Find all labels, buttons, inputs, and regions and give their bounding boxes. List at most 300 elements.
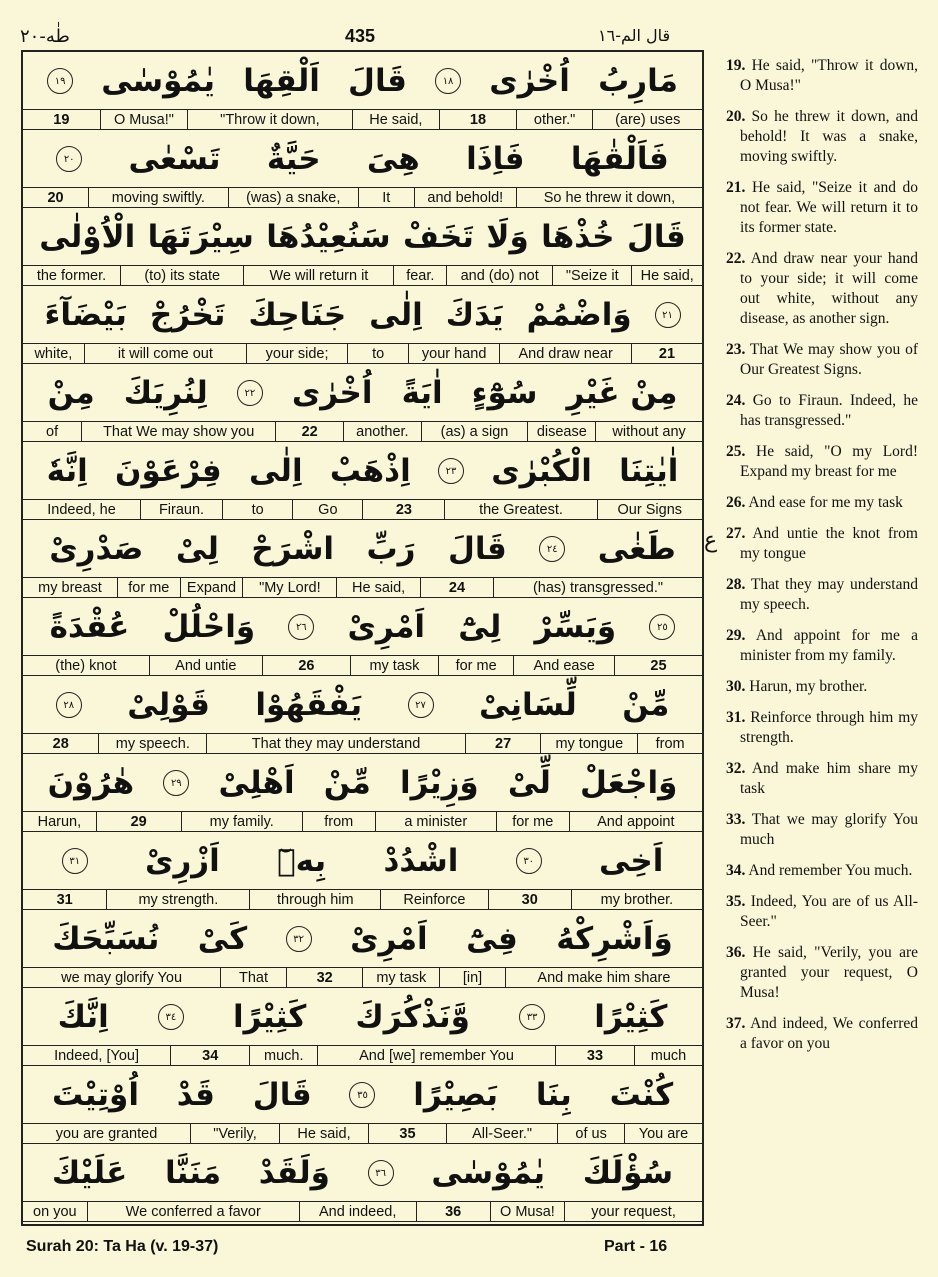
gloss-cell: "Seize it	[552, 266, 631, 285]
english-gloss-line	[23, 1123, 702, 1143]
arabic-word: اشْدُدْ	[383, 843, 459, 879]
arabic-word: تَخْرُجْ	[149, 297, 226, 333]
translation-verse-number: 29.	[726, 627, 746, 644]
arabic-word: بَيْضَآءَ	[44, 297, 127, 333]
gloss-cell: (the) knot	[55, 657, 117, 674]
translation-verse-number: 31.	[726, 709, 746, 726]
arabic-word: كَىْ	[197, 921, 248, 957]
arabic-line	[23, 1144, 702, 1202]
arabic-word: لِّىْ	[507, 765, 551, 801]
arabic-word: وَاَشْرِكْهُ	[556, 921, 673, 957]
ayah-number-marker: ٢٦	[288, 614, 314, 640]
translation-verse-number: 21.	[726, 179, 746, 196]
gloss-cell: He said,	[279, 1124, 368, 1143]
arabic-word: عَلَيْكَ	[51, 1155, 128, 1191]
arabic-line	[23, 364, 702, 422]
translation-verse-number: 36.	[726, 944, 746, 961]
gloss-cell: fear.	[393, 266, 446, 285]
ayah-number-marker: ٣٠	[516, 848, 542, 874]
translation-verse	[726, 178, 918, 238]
translation-verse-number: 26.	[726, 494, 746, 511]
gloss-cell: it will come out	[84, 344, 246, 363]
gloss-cell: and (do) not	[446, 266, 552, 285]
english-gloss-line	[23, 343, 702, 363]
translation-verse-number: 30.	[726, 678, 746, 695]
gloss-cell: Reinforce	[380, 890, 487, 909]
translation-verse-number: 32.	[726, 760, 746, 777]
ayah-number-marker: ٢٨	[56, 692, 82, 718]
arabic-word: عُقْدَةً	[49, 609, 130, 645]
arabic-word: كَثِيْرًا	[594, 999, 668, 1035]
verse-row	[23, 1144, 702, 1222]
gloss-cell: of	[46, 423, 59, 440]
gloss-cell: a minister	[375, 812, 496, 831]
translation-verse	[726, 626, 918, 666]
arabic-line	[23, 52, 702, 110]
english-gloss-line	[23, 187, 702, 207]
gloss-verse-number: 20	[47, 189, 64, 206]
arabic-word: بِهٖٓ	[277, 843, 327, 879]
gloss-cell: Indeed, [You]	[54, 1047, 140, 1064]
verse-row	[23, 598, 702, 676]
ayah-number-marker: ٢٧	[408, 692, 434, 718]
arabic-word: وَاحْلُلْ	[162, 609, 256, 645]
ruku-marker: ع	[704, 528, 718, 553]
gloss-cell: Indeed, he	[47, 501, 116, 518]
gloss-cell: my family.	[181, 812, 302, 831]
gloss-cell: You are	[624, 1124, 702, 1143]
arabic-line	[23, 442, 702, 500]
gloss-cell: disease	[527, 422, 595, 441]
verse-row	[23, 832, 702, 910]
arabic-word: تَسْعٰى	[128, 141, 221, 177]
gloss-cell: to	[222, 500, 292, 519]
translation-verse-text: And indeed, We conferred a favor on you	[740, 1015, 918, 1052]
arabic-word: لِنُرِيَكَ	[123, 375, 208, 411]
translation-verse	[726, 493, 918, 513]
translation-verse-text: Harun, my brother.	[749, 678, 868, 695]
translation-verse	[726, 442, 918, 482]
word-by-word-grid	[21, 50, 704, 1226]
gloss-verse-number: 21	[631, 344, 702, 363]
arabic-word: اَمْرِىْ	[350, 921, 428, 957]
arabic-line	[23, 520, 702, 578]
gloss-cell: We will return it	[243, 266, 393, 285]
translation-verse-text: That we may glorify You much	[740, 811, 918, 848]
english-gloss-line	[23, 889, 702, 909]
gloss-cell: And ease	[513, 656, 614, 675]
gloss-verse-number: 22	[275, 422, 343, 441]
gloss-cell: and behold!	[414, 188, 516, 207]
english-gloss-line	[23, 811, 702, 831]
gloss-cell: Go	[292, 500, 362, 519]
translation-verse-text: And untie the knot from my tongue	[740, 525, 918, 562]
ayah-number-marker: ٢٣	[438, 458, 464, 484]
translation-verse	[726, 249, 918, 329]
translation-verse	[726, 892, 918, 932]
arabic-word: اَزْرِىْ	[145, 843, 220, 879]
gloss-verse-number: 29	[96, 812, 181, 831]
ayah-number-marker: ٣٦	[368, 1160, 394, 1186]
gloss-cell: That	[220, 968, 286, 987]
arabic-word: كُنْتَ	[609, 1077, 674, 1113]
gloss-cell: on you	[33, 1203, 77, 1220]
gloss-verse-number: 35	[368, 1124, 446, 1143]
arabic-word: اُخْرٰى	[489, 63, 570, 99]
arabic-word: يَدَكَ	[445, 297, 504, 333]
footer-part: Part - 16	[604, 1238, 668, 1255]
gloss-verse-number: 25	[614, 656, 702, 675]
verse-row	[23, 910, 702, 988]
arabic-word: اَهْلِىْ	[218, 765, 295, 801]
translation-verse-number: 37.	[726, 1015, 746, 1032]
arabic-word: فِىْٓ	[466, 921, 518, 957]
gloss-cell: the Greatest.	[444, 500, 596, 519]
arabic-word: سِيْرَتَهَا	[147, 219, 254, 255]
arabic-word: قَالَ	[626, 219, 686, 255]
ayah-number-marker: ٣٥	[349, 1082, 375, 1108]
translation-verse-number: 33.	[726, 811, 746, 828]
arabic-word: اٰيَةً	[401, 375, 443, 411]
ayah-number-marker: ٣١	[62, 848, 88, 874]
translation-verse	[726, 575, 918, 615]
arabic-line	[23, 130, 702, 188]
gloss-cell: (are) uses	[592, 110, 702, 129]
translation-verse-text: He said, "O my Lord! Expand my breast for me	[740, 443, 918, 480]
gloss-cell: of us	[557, 1124, 624, 1143]
translation-verse-text: And make him share my task	[740, 760, 918, 797]
gloss-cell: "My Lord!	[242, 578, 336, 597]
arabic-line	[23, 988, 702, 1046]
arabic-word: اِنَّهٗ	[46, 453, 88, 489]
arabic-word: هٰرُوْنَ	[47, 765, 135, 801]
arabic-line	[23, 910, 702, 968]
arabic-word: مَنَنَّا	[164, 1155, 222, 1191]
gloss-cell: my tongue	[540, 734, 637, 753]
arabic-word: سُوْٓءٍ	[471, 375, 538, 411]
gloss-cell: white,	[34, 345, 73, 362]
arabic-word: وَلَا	[486, 219, 529, 255]
arabic-word: اِلٰى	[369, 297, 423, 333]
arabic-line	[23, 286, 702, 344]
translation-verse-number: 27.	[726, 525, 746, 542]
gloss-cell: And [we] remember You	[317, 1046, 555, 1065]
translation-verse-text: Indeed, You are of us All-Seer."	[740, 893, 919, 930]
arabic-word: كَثِيْرًا	[233, 999, 307, 1035]
translation-verse	[726, 340, 918, 380]
arabic-line	[23, 754, 702, 812]
gloss-cell: So he threw it down,	[516, 188, 702, 207]
gloss-cell: from	[637, 734, 702, 753]
gloss-cell: the former.	[36, 267, 107, 284]
gloss-cell: my task	[350, 656, 438, 675]
footer-surah: Surah 20: Ta Ha (v. 19-37)	[26, 1238, 219, 1255]
gloss-cell: And indeed,	[299, 1202, 416, 1221]
arabic-word: قَالَ	[252, 1077, 312, 1113]
arabic-word: اِلٰى	[248, 453, 303, 489]
verse-row	[23, 676, 702, 754]
gloss-cell: my breast	[38, 579, 102, 596]
ayah-number-marker: ٣٢	[286, 926, 312, 952]
ayah-number-marker: ٢٠	[56, 146, 82, 172]
gloss-cell: from	[302, 812, 375, 831]
arabic-word: الْاُوْلٰى	[39, 219, 136, 255]
gloss-cell: for me	[117, 578, 180, 597]
gloss-cell: your hand	[408, 344, 499, 363]
gloss-cell: my brother.	[571, 890, 702, 909]
translation-verse-text: Reinforce through him my strength.	[740, 709, 918, 746]
arabic-word: تَخَفْ	[403, 219, 474, 255]
arabic-word: قَالَ	[348, 63, 407, 99]
verse-row	[23, 1066, 702, 1144]
english-gloss-line	[23, 577, 702, 597]
arabic-word: رَبِّ	[366, 531, 416, 567]
verse-row	[23, 520, 702, 598]
gloss-cell: (as) a sign	[421, 422, 528, 441]
arabic-word: مِنْ	[47, 375, 95, 411]
arabic-word: الْكُبْرٰى	[491, 453, 592, 489]
arabic-word: وَلَقَدْ	[258, 1155, 330, 1191]
translation-verse-text: And appoint for me a minister from my family.	[740, 627, 918, 664]
gloss-cell: That We may show you	[81, 422, 275, 441]
arabic-line	[23, 676, 702, 734]
gloss-verse-number: 36	[416, 1202, 490, 1221]
gloss-cell: other."	[516, 110, 593, 129]
arabic-word: سَنُعِيْدُهَا	[266, 219, 391, 255]
gloss-cell: (was) a snake,	[228, 188, 358, 207]
gloss-cell: And untie	[149, 656, 262, 675]
gloss-verse-number: 24	[420, 578, 493, 597]
ayah-number-marker: ١٩	[47, 68, 73, 94]
translation-verse-number: 28.	[726, 576, 746, 593]
ayah-number-marker: ٣٣	[519, 1004, 545, 1030]
header-juz-arabic: قال الم-١٦	[598, 26, 671, 45]
gloss-cell: another.	[343, 422, 421, 441]
translation-verse-text: That We may show you of Our Greatest Signs.	[740, 341, 918, 378]
arabic-word: اُوْتِيْتَ	[51, 1077, 139, 1113]
verse-row	[23, 286, 702, 364]
translation-verse	[726, 708, 918, 748]
translation-verse-text: He said, "Verily, you are granted your request, O Musa!	[740, 944, 918, 1001]
gloss-cell: my task	[362, 968, 439, 987]
gloss-verse-number: 31	[56, 891, 73, 908]
gloss-cell: He said,	[631, 266, 702, 285]
translation-verse	[726, 861, 918, 881]
ayah-number-marker: ٢٩	[163, 770, 189, 796]
gloss-verse-number: 26	[262, 656, 350, 675]
translation-verse-number: 23.	[726, 341, 746, 358]
gloss-verse-number: 34	[170, 1046, 249, 1065]
gloss-cell: We conferred a favor	[87, 1202, 299, 1221]
arabic-word: يٰمُوْسٰى	[101, 63, 216, 99]
english-gloss-line	[23, 1045, 702, 1065]
ayah-number-marker: ١٨	[435, 68, 461, 94]
english-gloss-line	[23, 655, 702, 675]
gloss-cell: Firaun.	[140, 500, 222, 519]
arabic-word: بَصِيْرًا	[413, 1077, 499, 1113]
gloss-cell: O Musa!"	[100, 110, 188, 129]
translation-verse	[726, 759, 918, 799]
arabic-word: جَنَاحِكَ	[248, 297, 347, 333]
gloss-cell: for me	[438, 656, 513, 675]
gloss-cell: through him	[249, 890, 380, 909]
gloss-cell: for me	[496, 812, 569, 831]
arabic-word: بِنَا	[535, 1077, 572, 1113]
gloss-verse-number: 30	[488, 890, 571, 909]
arabic-word: حَيَّةٌ	[266, 141, 321, 177]
gloss-cell: (has) transgressed."	[493, 578, 702, 597]
english-gloss-line	[23, 1201, 702, 1221]
arabic-word: اٰيٰتِنَا	[619, 453, 679, 489]
arabic-line	[23, 1066, 702, 1124]
arabic-word: خُذْهَا	[541, 219, 615, 255]
gloss-cell: "Verily,	[190, 1124, 279, 1143]
arabic-word: مِنْ غَيْرِ	[566, 375, 678, 411]
verse-row	[23, 208, 702, 286]
arabic-word: يٰمُوْسٰى	[431, 1155, 546, 1191]
gloss-cell: He said,	[336, 578, 420, 597]
arabic-line	[23, 832, 702, 890]
gloss-cell: "Throw it down,	[187, 110, 351, 129]
translation-verse	[726, 524, 918, 564]
arabic-word: وَاضْمُمْ	[526, 297, 632, 333]
gloss-cell: to	[347, 344, 408, 363]
gloss-cell: your side;	[246, 344, 347, 363]
gloss-cell: He said,	[352, 110, 440, 129]
gloss-verse-number: 28	[52, 735, 69, 752]
english-gloss-line	[23, 109, 702, 129]
translation-verse-number: 19.	[726, 57, 746, 74]
ayah-number-marker: ٢١	[655, 302, 681, 328]
arabic-word: لِّسَانِىْ	[478, 687, 577, 723]
translation-verse-text: That they may understand my speech.	[740, 576, 918, 613]
gloss-verse-number: 19	[53, 111, 70, 128]
verse-row	[23, 130, 702, 208]
translation-verse-text: And remember You much.	[748, 862, 913, 879]
gloss-cell: much.	[249, 1046, 317, 1065]
gloss-cell: moving swiftly.	[88, 188, 228, 207]
arabic-word: فَاَلْقٰهَا	[570, 141, 669, 177]
translation-verse-text: And draw near your hand to your side; it will come out white, without any disease, as another sign.	[740, 250, 918, 327]
translation-verse	[726, 56, 918, 96]
arabic-word: اشْرَحْ	[251, 531, 335, 567]
translation-verse-number: 34.	[726, 862, 746, 879]
translation-verse	[726, 810, 918, 850]
gloss-cell: my speech.	[98, 734, 206, 753]
gloss-cell: we may glorify You	[61, 969, 183, 986]
ayah-number-marker: ٣٤	[158, 1004, 184, 1030]
arabic-word: طَغٰى	[597, 531, 676, 567]
translation-column	[726, 56, 918, 1065]
gloss-verse-number: 27	[465, 734, 540, 753]
arabic-word: وَيَسِّرْ	[534, 609, 617, 645]
arabic-word: مِّنْ	[622, 687, 670, 723]
arabic-word: مِّنْ	[323, 765, 371, 801]
gloss-cell: It	[358, 188, 414, 207]
ayah-number-marker: ٢٥	[649, 614, 675, 640]
gloss-cell: And make him share	[505, 968, 702, 987]
arabic-word: مَارِبُ	[598, 63, 678, 99]
english-gloss-line	[23, 421, 702, 441]
gloss-cell: Harun,	[37, 813, 82, 830]
gloss-cell: That they may understand	[206, 734, 465, 753]
english-gloss-line	[23, 967, 702, 987]
translation-verse-text: And ease for me my task	[748, 494, 903, 511]
header-surah-arabic: طٰه-٢٠	[20, 26, 70, 47]
arabic-word: اَمْرِىْ	[347, 609, 426, 645]
arabic-line	[23, 598, 702, 656]
english-gloss-line	[23, 733, 702, 753]
translation-verse-text: Go to Firaun. Indeed, he has transgressed."	[740, 392, 918, 429]
arabic-word: اَلْقِهَا	[243, 63, 320, 99]
translation-verse	[726, 677, 918, 697]
arabic-word: اِنَّكَ	[57, 999, 109, 1035]
translation-verse-number: 24.	[726, 392, 746, 409]
arabic-word: اِذْهَبْ	[329, 453, 411, 489]
arabic-word: فَاِذَا	[466, 141, 525, 177]
gloss-cell: (to) its state	[120, 266, 243, 285]
translation-verse-text: He said, "Throw it down, O Musa!"	[740, 57, 919, 94]
arabic-word: فِرْعَوْنَ	[115, 453, 222, 489]
ayah-number-marker: ٢٢	[237, 380, 263, 406]
arabic-word: اَخِى	[599, 843, 664, 879]
arabic-line	[23, 208, 702, 266]
arabic-word: سُؤْلَكَ	[582, 1155, 674, 1191]
translation-verse-text: He said, "Seize it and do not fear. We will return it to its former state.	[740, 179, 918, 236]
translation-verse	[726, 391, 918, 431]
gloss-cell: All-Seer."	[446, 1124, 557, 1143]
arabic-word: هِىَ	[366, 141, 420, 177]
gloss-verse-number: 32	[286, 968, 363, 987]
translation-verse	[726, 943, 918, 1003]
gloss-cell: my strength.	[106, 890, 249, 909]
gloss-cell: [in]	[439, 968, 505, 987]
arabic-word: قَدْ	[176, 1077, 215, 1113]
verse-row	[23, 52, 702, 130]
gloss-cell: O Musa!	[490, 1202, 564, 1221]
page-number: 435	[345, 26, 376, 46]
verse-row	[23, 442, 702, 520]
verse-row	[23, 364, 702, 442]
arabic-word: لِىْ	[175, 531, 219, 567]
arabic-word: قَوْلِىْ	[127, 687, 210, 723]
arabic-word: صَدْرِىْ	[49, 531, 144, 567]
gloss-cell: your request,	[564, 1202, 702, 1221]
arabic-word: قَالَ	[447, 531, 507, 567]
translation-verse-number: 25.	[726, 443, 746, 460]
gloss-verse-number: 33	[555, 1046, 634, 1065]
gloss-cell: Expand	[180, 578, 243, 597]
english-gloss-line	[23, 499, 702, 519]
translation-verse-number: 35.	[726, 893, 746, 910]
translation-verse-number: 22.	[726, 250, 746, 267]
gloss-cell: without any	[595, 422, 702, 441]
arabic-word: وَزِيْرًا	[400, 765, 479, 801]
translation-verse-number: 20.	[726, 108, 746, 125]
gloss-verse-number: 18	[439, 110, 516, 129]
arabic-word: اُخْرٰى	[291, 375, 373, 411]
gloss-cell: And appoint	[569, 812, 702, 831]
translation-verse-text: So he threw it down, and behold! It was a snake, moving swiftly.	[740, 108, 918, 165]
translation-verse	[726, 1014, 918, 1054]
gloss-cell: you are granted	[55, 1125, 158, 1142]
arabic-word: نُسَبِّحَكَ	[52, 921, 160, 957]
gloss-cell: And draw near	[499, 344, 631, 363]
gloss-cell: much	[634, 1046, 702, 1065]
ayah-number-marker: ٢٤	[539, 536, 565, 562]
english-gloss-line	[23, 265, 702, 285]
arabic-word: وَاجْعَلْ	[580, 765, 678, 801]
